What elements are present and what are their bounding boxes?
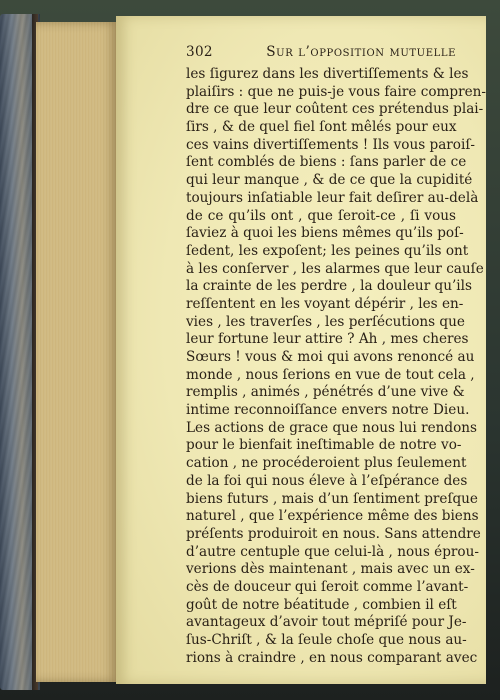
text-line: ces vains divertiſſements ! Ils vous paroiſ- xyxy=(186,136,475,153)
text-line: à les conſerver , les alarmes que leur cauſe xyxy=(186,260,484,277)
text-line: vies , les traverſes , les perſécutions que xyxy=(186,313,465,330)
text-line: préſents produiroit en nous. Sans attendre xyxy=(186,525,481,542)
text-line: Sœurs ! vous & moi qui avons renoncé au xyxy=(186,349,475,365)
text-line: avantageux d’avoir tout mépriſé pour Je- xyxy=(186,614,467,631)
text-line: qui leur manque , & de ce que la cupidité xyxy=(186,172,473,189)
text-line: verions dès maintenant , mais avec un ex- xyxy=(186,561,475,578)
page-text xyxy=(186,44,487,667)
text-line: Les actions de grace que nous lui rendons xyxy=(186,419,477,436)
text-line: cès de douceur qui ſeroit comme l’avant- xyxy=(186,578,469,595)
text-line: de la foi qui nous éleve à l’eſpérance des xyxy=(186,472,468,489)
text-line: les ſigurez dans les divertiſſements & les xyxy=(186,66,469,82)
text-line: rions à craindre , en nous comparant avec xyxy=(186,649,478,666)
text-line: dre ce que leur coûtent ces prétendus plai- xyxy=(186,101,484,118)
text-line: pour le bienfait ineſtimable de notre vo- xyxy=(186,437,462,454)
text-line: ſaviez à quoi les biens mêmes qu’ils poſ- xyxy=(186,225,464,242)
text-line: ſus-Chriſt , & la ſeule choſe que nous au- xyxy=(186,632,467,648)
text-line: de ce qu’ils ont , que ſeroit-ce , ſi vous xyxy=(186,207,456,224)
text-line: intime reconnoiſſance envers notre Dieu. xyxy=(186,402,470,419)
text-line: leur fortune leur attire ? Ah , mes cheres xyxy=(186,331,469,348)
text-line: toujours inſatiable leur fait deſirer au-delà xyxy=(186,189,479,206)
page-edges xyxy=(36,22,118,682)
text-line: reſſentent en les voyant dépérir , les en- xyxy=(186,295,464,312)
text-line: remplis , animés , pénétrés d’une vive & xyxy=(186,384,465,401)
body-text xyxy=(186,66,487,667)
text-line: monde , nous ſerions en vue de tout cela , xyxy=(186,366,475,383)
text-line: plaiſirs : que ne puis-je vous faire compren- xyxy=(186,83,487,100)
text-line: ſirs , & de quel fiel ſont mêlés pour eux xyxy=(186,119,457,136)
text-line: cation , ne procéderoient plus ſeulement xyxy=(186,455,467,472)
text-line: ſedent, les expoſent; les peines qu’ils ont xyxy=(186,242,469,259)
page-number: 302 xyxy=(186,44,213,60)
text-line: naturel , que l’expérience même des biens xyxy=(186,508,479,525)
text-line: goût de notre béatitude , combien il eſt xyxy=(186,596,457,613)
text-line: ſent comblés de biens : ſans parler de ce xyxy=(186,154,467,171)
text-line: la crainte de les perdre , la douleur qu’ils xyxy=(186,278,472,295)
running-title: Sur l’opposition mutuelle xyxy=(266,44,456,60)
text-line: biens futurs , mais d’un ſentiment preſque xyxy=(186,490,478,507)
running-header xyxy=(186,44,456,66)
text-line: d’autre centuple que celui-là , nous éprou- xyxy=(186,543,479,560)
